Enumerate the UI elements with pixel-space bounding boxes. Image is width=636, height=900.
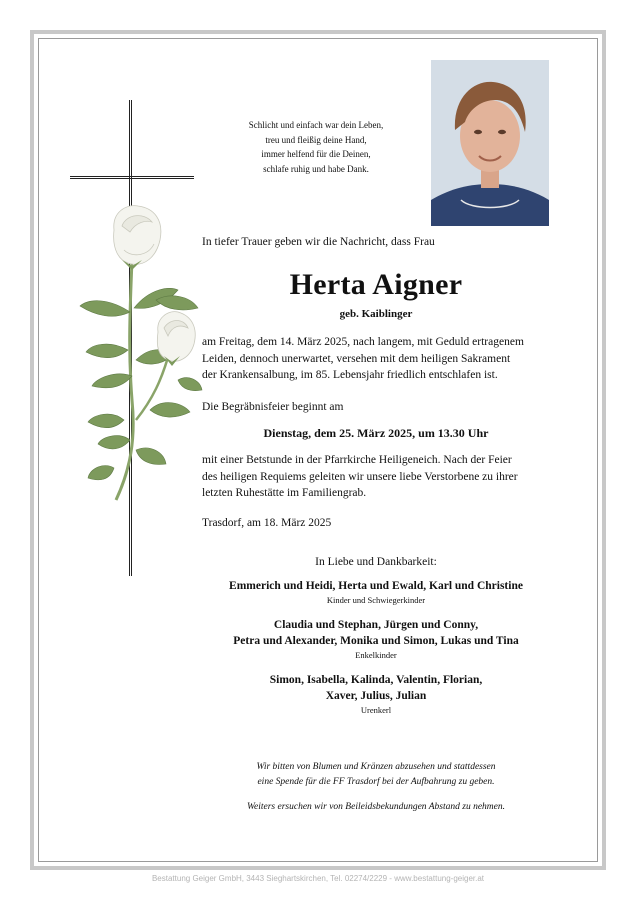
funeral-details (202, 452, 556, 502)
mourner-group-children (202, 578, 550, 606)
footer-imprint: Bestattung Geiger GmbH, 3443 Sieghartskirchen, Tel. 02274/2229 - www.bestattung-geiger.at (151, 874, 485, 883)
funeral-intro: Die Begräbnisfeier beginnt am (202, 401, 344, 413)
cross-horizontal-bar (70, 176, 194, 179)
condolence-note (202, 800, 550, 815)
deceased-name: Herta Aigner (289, 268, 463, 301)
poem (210, 118, 422, 176)
donation-note (202, 760, 550, 790)
poem-line: treu und fleißig deine Hand, (265, 134, 367, 145)
paragraph-line: Leiden, dennoch unerwartet, versehen mit dem heiligen Sakrament (202, 352, 511, 365)
mourner-relation: Urenkerl (360, 705, 392, 715)
paragraph-line: der Krankensalbung, im 85. Lebensjahr friedlich entschlafen ist. (202, 369, 498, 381)
mourner-names: Petra und Alexander, Monika und Simon, Lukas und Tina (233, 635, 519, 647)
note-line: Weiters ersuchen wir von Beileidsbekundungen Abstand zu nehmen. (246, 802, 506, 812)
mourner-names: Claudia und Stephan, Jürgen und Conny, (273, 619, 479, 631)
paragraph-line: am Freitag, dem 14. März 2025, nach langem, mit Geduld ertragenem (202, 336, 524, 348)
mourner-names: Emmerich und Heidi, Herta und Ewald, Karl und Christine (229, 580, 523, 592)
mourner-group-grandchildren (202, 617, 550, 661)
mourner-relation: Kinder und Schwiegerkinder (326, 595, 426, 605)
mourner-names: Xaver, Julius, Julian (325, 690, 427, 702)
paragraph-line: des heiligen Requiems geleiten wir unsere liebe Verstorbene zu ihrer (202, 470, 518, 483)
mourner-relation: Enkelkinder (355, 650, 397, 660)
death-paragraph (202, 334, 556, 384)
poem-line: schlafe ruhig und habe Dank. (263, 163, 369, 174)
paragraph-line: letzten Ruhestätte im Familiengrab. (202, 487, 367, 499)
mourner-group-great-grandchildren (202, 672, 550, 716)
birth-name: geb. Kaiblinger (339, 308, 413, 320)
place-date: Trasdorf, am 18. März 2025 (202, 517, 332, 529)
poem-line: Schlicht und einfach war dein Leben, (248, 120, 384, 130)
mourner-names: Simon, Isabella, Kalinda, Valentin, Florian, (269, 674, 483, 686)
thanks-line: In Liebe und Dankbarkeit: (315, 556, 437, 568)
portrait-photo (431, 60, 549, 226)
note-line: eine Spende für die FF Trasdorf bei der Aufbahrung zu geben. (257, 777, 495, 787)
announcement-intro: In tiefer Trauer geben wir die Nachricht, dass Frau (202, 236, 435, 248)
paragraph-line: mit einer Betstunde in der Pfarrkirche Heiligeneich. Nach der Feier (202, 454, 512, 466)
poem-line: immer helfend für die Deinen, (261, 149, 371, 159)
funeral-date: Dienstag, dem 25. März 2025, um 13.30 Uhr (263, 426, 489, 440)
white-rose-icon (66, 200, 206, 510)
note-line: Wir bitten von Blumen und Kränzen abzusehen und stattdessen (256, 762, 496, 772)
